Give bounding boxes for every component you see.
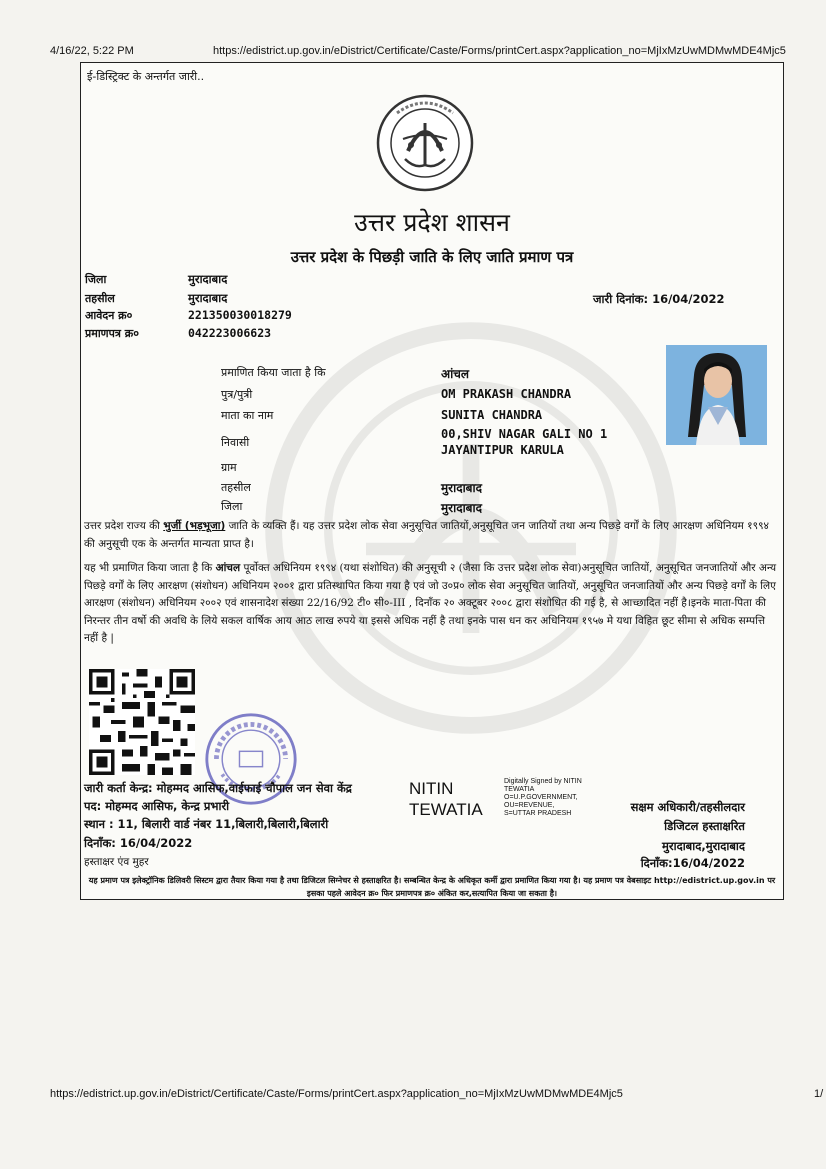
authority-digital-sign: डिजिटल हस्ताक्षरित <box>664 819 745 833</box>
detail-value-tehsil: मुरादाबाद <box>441 481 483 495</box>
detail-value-father: OM PRAKASH CHANDRA <box>441 387 572 401</box>
digital-signature-detail-4: OU=REVENUE, <box>504 802 555 809</box>
up-emblem-icon <box>375 93 475 193</box>
digital-signature-first-name: NITIN <box>409 779 454 798</box>
detail-value-address-2: JAYANTIPUR KARULA <box>441 443 564 457</box>
detail-value-address-1: 00,SHIV NAGAR GALI NO 1 <box>441 427 608 441</box>
detail-label-village: ग्राम <box>221 461 237 474</box>
issuer-post: पद: मोहम्मद आसिफ, केन्द्र प्रभारी <box>84 799 230 813</box>
certificate-title: उत्तर प्रदेश शासन <box>354 208 510 237</box>
issuer-date: दिनाँक: 16/04/2022 <box>84 836 193 850</box>
qr-code <box>89 669 195 775</box>
meta-value-application-no: 221350030018279 <box>188 308 292 322</box>
meta-label-certificate-no: प्रमाणपत्र क्र० <box>85 327 139 340</box>
digital-signature-detail-1: Digitally Signed by NITIN <box>504 778 582 785</box>
detail-label-district: जिला <box>221 500 243 513</box>
detail-label-mother: माता का नाम <box>221 409 274 422</box>
caste-certificate <box>80 62 784 900</box>
eligibility-paragraph-part-1: यह भी प्रमाणित किया जाता है कि <box>84 562 216 574</box>
caste-name: भुर्जी (भड़भूजा) <box>163 520 226 532</box>
eligibility-name: आंचल <box>215 562 241 574</box>
meta-label-application-no: आवेदन क्र० <box>85 309 133 322</box>
eligibility-paragraph <box>84 560 780 648</box>
print-header-datetime: 4/16/22, 5:22 PM <box>50 45 134 57</box>
print-footer-url: https://edistrict.up.gov.in/eDistrict/Certificate/Caste/Forms/printCert.aspx?application_no=MjIxMzUwMDMwMDE4Mjc5 <box>50 1088 623 1100</box>
digital-signature-detail-3: O=U.P.GOVERNMENT, <box>504 794 578 801</box>
applicant-photo <box>666 345 767 445</box>
issuer-sign-seal: हस्ताक्षर एंव मुहर <box>84 856 149 868</box>
meta-label-tehsil: तहसील <box>85 292 115 305</box>
detail-label-certified: प्रमाणित किया जाता है कि <box>221 366 326 379</box>
eligibility-paragraph-part-2: पूर्वोक्त अधिनियम १९९४ (यथा संशोधित) की अनुसूची २ (जैसा कि उत्तर प्रदेश लोक सेवा)अनुसूचित जातियों, अनुसूचित जनजातियों और अन्य पिछड़े वर्गों के लिए आरक्षण (संशोधन) अधिनियम २००१ द्वारा प्रतिस्थापित किया गया है एवं जो उ०प्र० लोक सेवा अनुसूचित जातियों, अनुसूचित जनजातियों और अन्य पिछड़े वर्गों के लिए आरक्षण (संशोधन) अधिनियम २००२ एवं शासनादेश संख्या 22/16/92 टी० सी०-III , दिनाँक २० अक्टूबर २००८ द्वारा संशोधित की गई है, से आच्छादित नहीं है।इनके माता-पिता की निरन्तर तीन वर्षो की अवधि के लिये सकल वार्षिक आय आठ लाख रुपये या इससे अधिक नहीं है तथा इनके पास धन कर अधिनियम १९५७ मे यथा विहित छूट सीमा से अधिक सम्पत्ति नहीं है | <box>84 562 777 644</box>
meta-label-district: जिला <box>85 273 107 286</box>
digital-signature-detail-2: TEWATIA <box>504 786 535 793</box>
meta-value-district: मुरादाबाद <box>188 272 228 286</box>
detail-label-resident: निवासी <box>221 436 250 449</box>
digital-signature-detail-5: S=UTTAR PRADESH <box>504 810 572 817</box>
issuing-centre: जारी कर्ता केन्द्र: मोहम्मद आसिफ,वाईफाई चौपाल जन सेवा केंद्र <box>84 781 352 795</box>
digital-signature-last-name: TEWATIA <box>409 800 483 819</box>
certificate-subtitle: उत्तर प्रदेश के पिछड़ी जाति के लिए जाति प्रमाण पत्र <box>290 248 574 266</box>
detail-label-son-daughter: पुत्र/पुत्री <box>221 388 253 401</box>
authority-date: दिनाँक:16/04/2022 <box>640 856 745 870</box>
issuer-place: स्थान : 11, बिलारी वार्ड नंबर 11,बिलारी,बिलारी,बिलारी <box>84 817 329 831</box>
print-header-url: https://edistrict.up.gov.in/eDistrict/Certificate/Caste/Forms/printCert.aspx?application_no=MjIxMzUwMDMwMDE4Mjc5 <box>213 45 786 57</box>
detail-value-district: मुरादाबाद <box>441 501 483 515</box>
detail-value-name: आंचल <box>441 367 470 381</box>
authority-place: मुरादाबाद,मुरादाबाद <box>662 839 745 853</box>
meta-value-certificate-no: 042223006623 <box>188 326 272 340</box>
meta-value-tehsil: मुरादाबाद <box>188 291 228 305</box>
detail-label-tehsil: तहसील <box>221 481 251 494</box>
caste-paragraph-part-1: उत्तर प्रदेश राज्य की <box>84 520 164 532</box>
verification-footnote: यह प्रमाण पत्र इलेक्ट्रॉनिक डिलिवरी सिस्टम द्वारा तैयार किया गया है तथा डिजिटल सिग्नेचर से हस्ताक्षरित है। सम्बन्धित केन्द्र के अधिकृत कर्मी द्वारा प्रमाणित किया गया है। यह प्रमाण पत्र वेबसाइट http://edistrict.up.gov.in पर इसका पहले आवेदन क्र० फिर प्रमाणपत्र क्र० अंकित कर,सत्यापित किया जा सकता है। <box>88 876 776 898</box>
caste-paragraph-part-2: जाति के व्यक्ति हैं। यह उत्तर प्रदेश लोक सेवा अनुसूचित जातियों,अनुसूचित जन जातियों तथा अन्य पिछड़े वर्गों के लिए आरक्षण अधिनियम १९९४ की अनुसूची एक के अन्तर्गत मान्यता प्राप्त है। <box>84 520 769 550</box>
caste-paragraph <box>84 518 780 553</box>
top-note: ई-डिस्ट्रिक्ट के अन्तर्गत जारी.. <box>87 70 205 83</box>
detail-value-mother: SUNITA CHANDRA <box>441 408 543 422</box>
print-footer-page: 1/ <box>814 1088 824 1100</box>
issue-date: जारी दिनांक: 16/04/2022 <box>593 292 725 306</box>
authority-title: सक्षम अधिकारी/तहसीलदार <box>630 800 745 814</box>
